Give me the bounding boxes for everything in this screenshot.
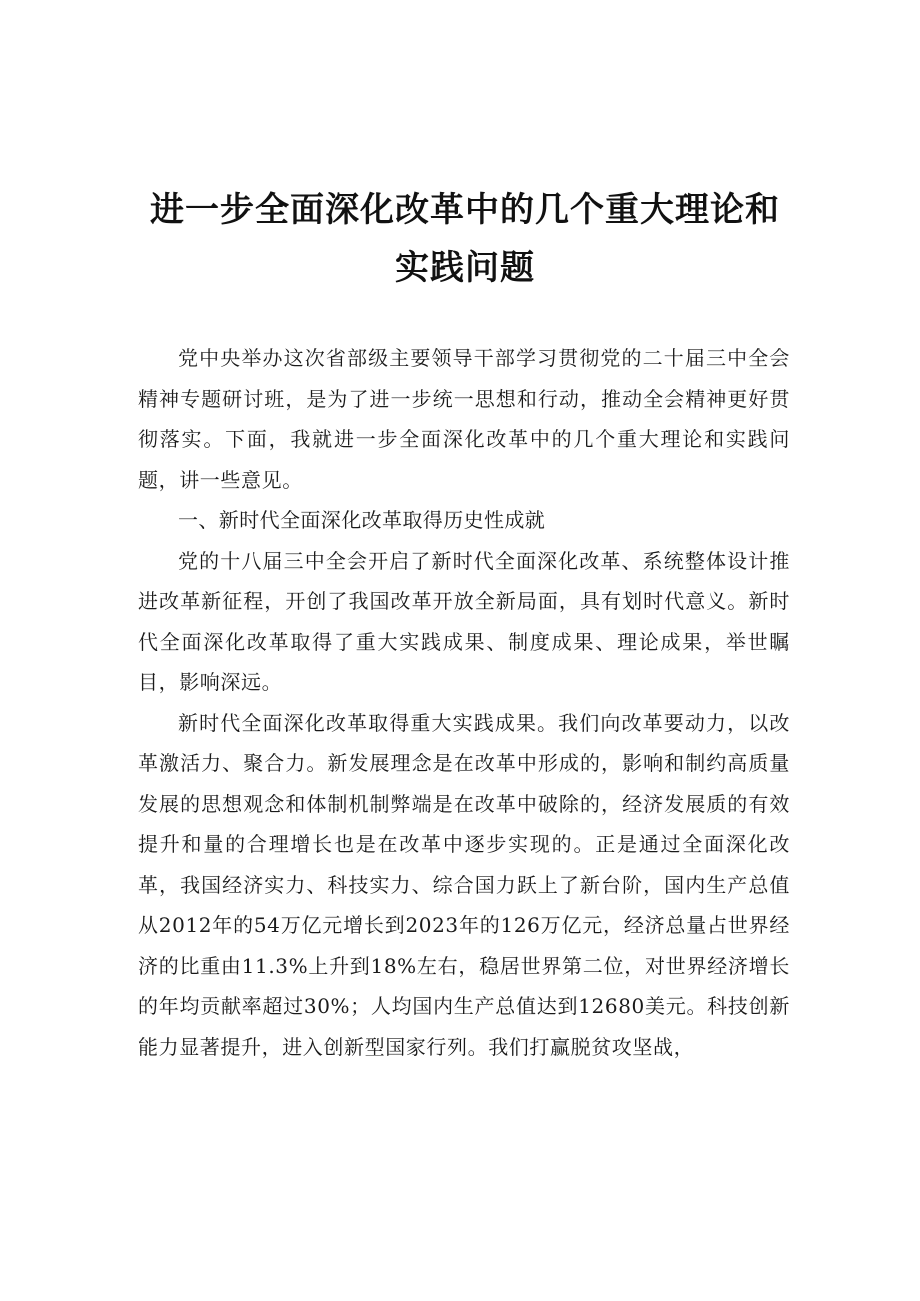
intro-paragraph: 党中央举办这次省部级主要领导干部学习贯彻党的二十届三中全会精神专题研讨班，是为了进一步统一思想和行动，推动全会精神更好贯彻落实。下面，我就进一步全面深化改革中的几个重大理论和实践问题，讲一些意见。 bbox=[138, 346, 790, 492]
title-line-1: 进一步全面深化改革中的几个重大理论和 bbox=[150, 189, 780, 230]
section-heading-1: 一、新时代全面深化改革取得历史性成就 bbox=[178, 508, 546, 532]
document-body bbox=[138, 338, 790, 1067]
section1-paragraph-1: 党的十八届三中全会开启了新时代全面深化改革、系统整体设计推进改革新征程，开创了我国改革开放全新局面，具有划时代意义。新时代全面深化改革取得了重大实践成果、制度成果、理论成果，举世瞩目，影响深远。 bbox=[138, 548, 790, 694]
document-title bbox=[150, 181, 780, 297]
section1-paragraph-2: 新时代全面深化改革取得重大实践成果。我们向改革要动力，以改革激活力、聚合力。新发展理念是在改革中形成的，影响和制约高质量发展的思想观念和体制机制弊端是在改革中破除的，经济发展质的有效提升和量的合理增长也是在改革中逐步实现的。正是通过全面深化改革，我国经济实力、科技实力、综合国力跃上了新台阶，国内生产总值从2012年的54万亿元增长到2023年的126万亿元，经济总量占世界经济的比重由11.3%上升到18%左右，稳居世界第二位，对世界经济增长的年均贡献率超过30%；人均国内生产总值达到12680美元。科技创新能力显著提升，进入创新型国家行列。我们打赢脱贫攻坚战， bbox=[138, 710, 790, 1059]
title-line-2: 实践问题 bbox=[395, 247, 535, 288]
